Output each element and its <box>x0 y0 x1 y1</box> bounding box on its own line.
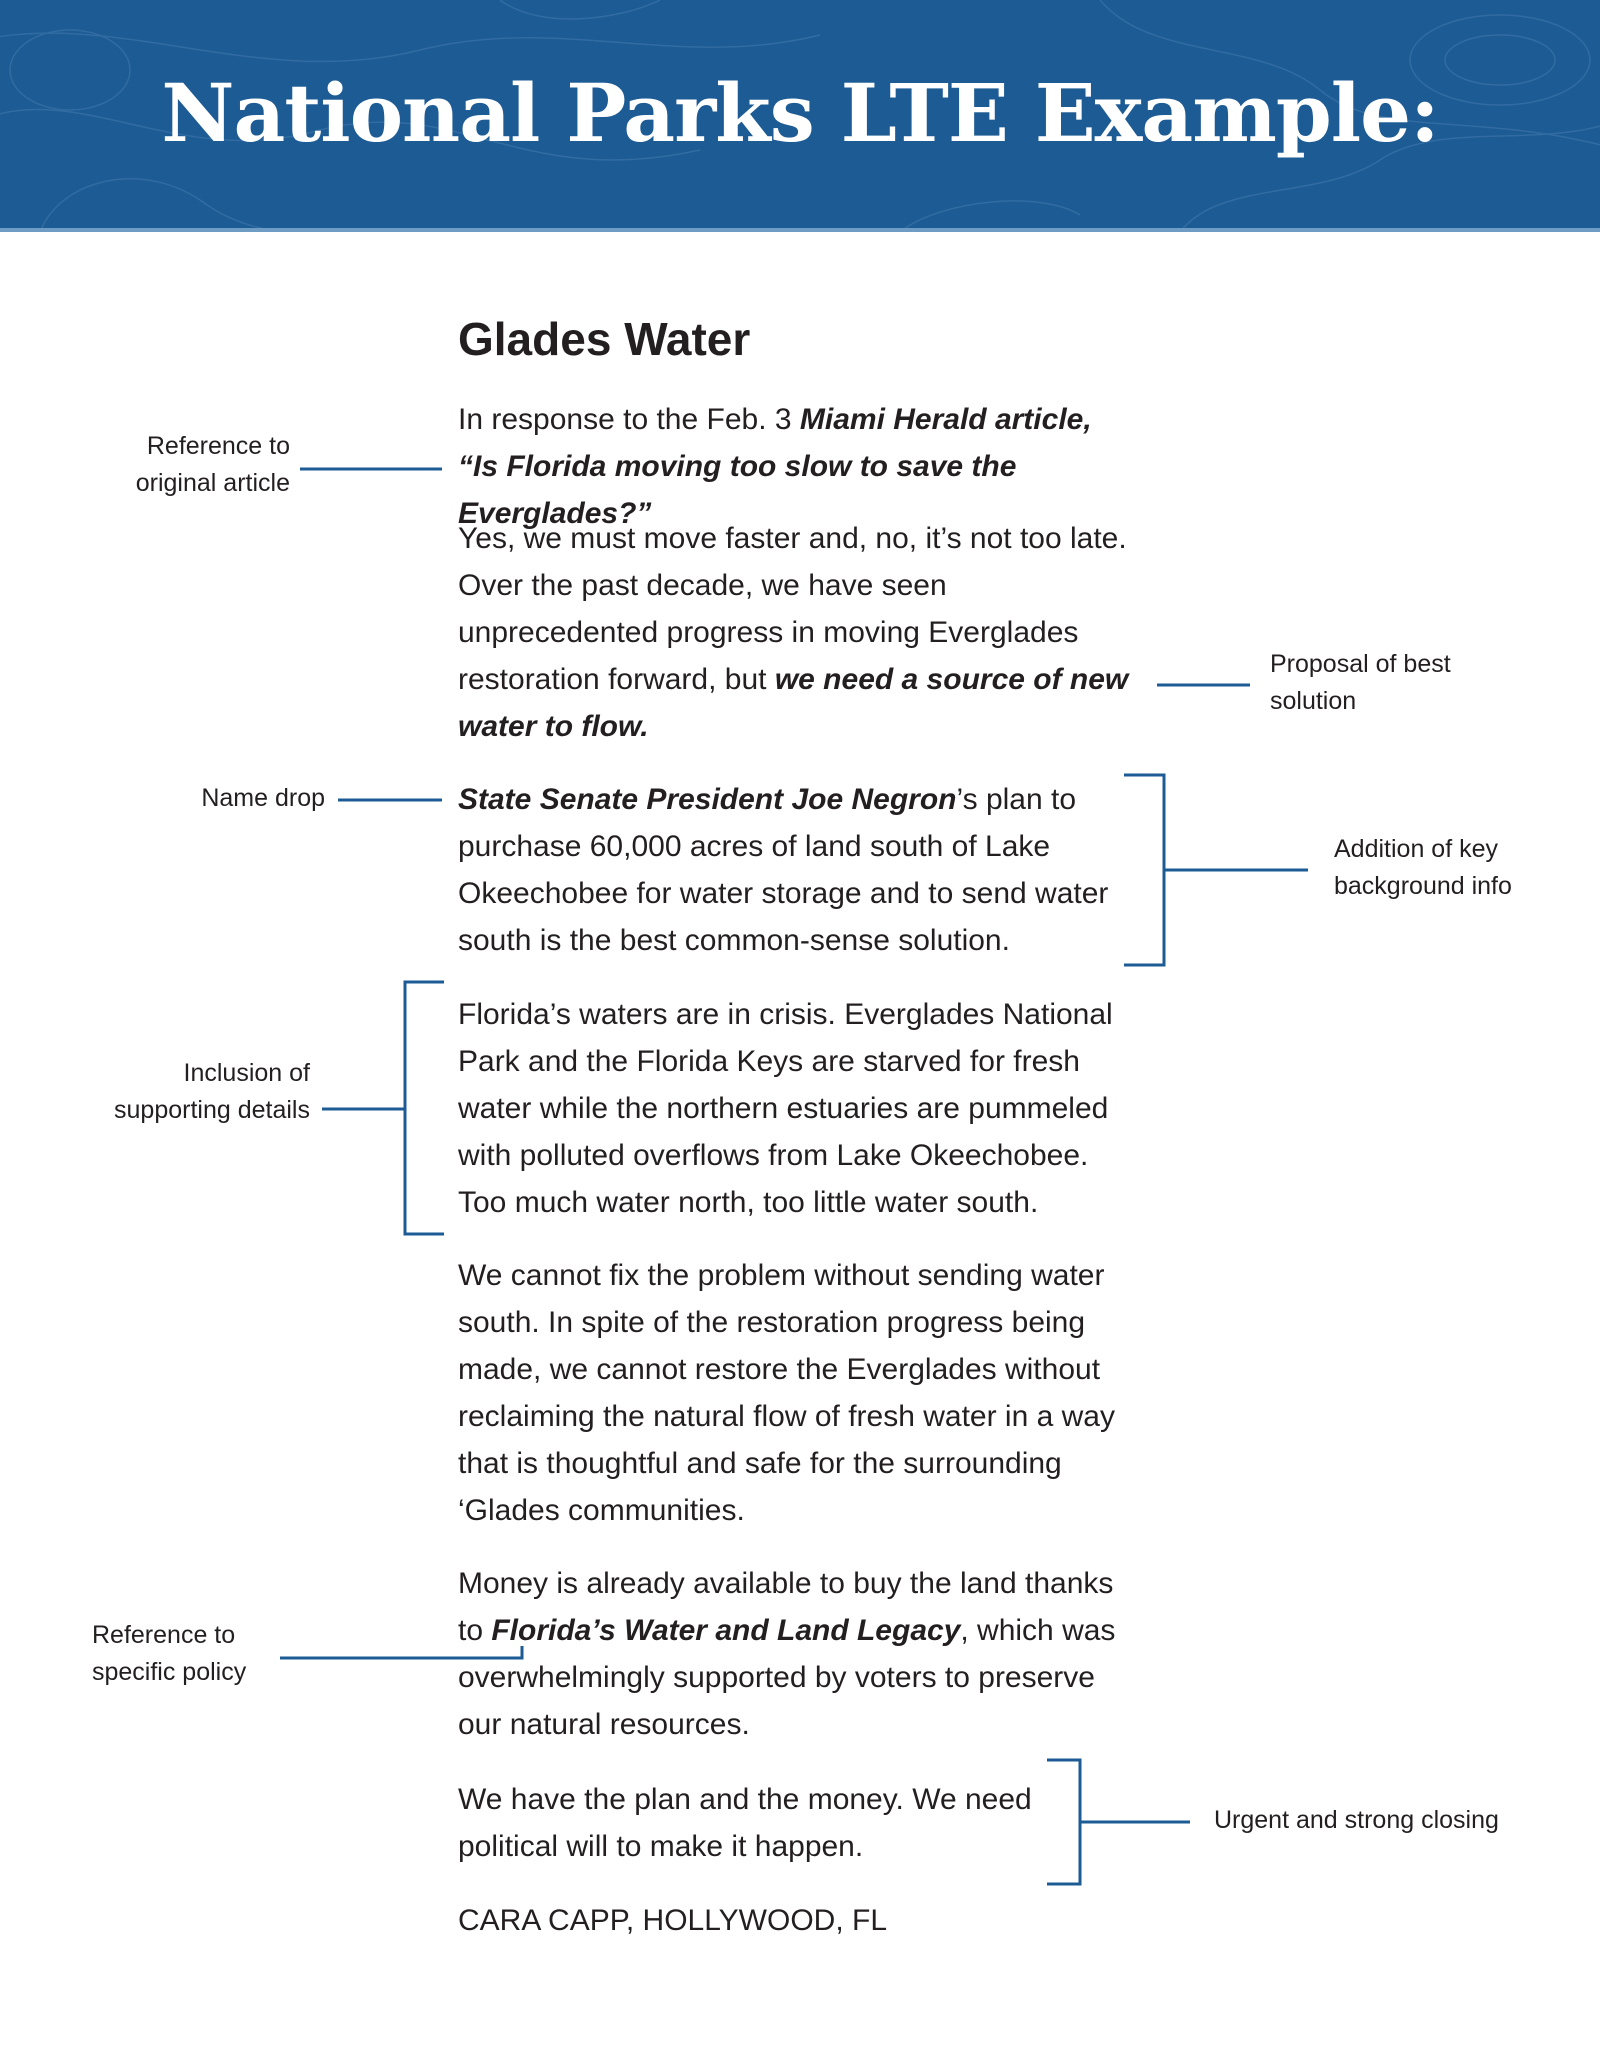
text-segment: We have the plan and the money. We need political will to make it happen. <box>458 1783 1032 1863</box>
bracket-closing <box>1047 1760 1080 1884</box>
annotation-background-info: Addition of key background info <box>1334 835 1512 900</box>
text-segment: We cannot fix the problem without sending water south. In spite of the restoration progress being made, we cannot restore the Everglades without reclaiming the natural flow of fresh water in a way that is thoughtful and safe for the surrounding ‘Glades communities. <box>458 1259 1115 1527</box>
annotation-reference-original: Reference to original article <box>135 432 290 497</box>
bracket-supporting-details <box>405 982 444 1234</box>
bracket-background-info <box>1124 775 1164 965</box>
text-segment: Yes, we must move faster and, no, it’s not too late. Over the past decade, we have seen unprecedented progress in moving Everglades restoration forward, but <box>458 522 1127 696</box>
emphasized-text: Miami Herald article, “Is Florida moving too slow to save the Everglades?” <box>458 403 1092 530</box>
article-title: Glades Water <box>458 313 751 365</box>
emphasized-text: State Senate President Joe Negron <box>458 783 957 816</box>
text-segment: Florida’s waters are in crisis. Everglades National Park and the Florida Keys are starved for fresh water while the northern estuaries are pummeled with polluted overflows from Lake Okeechobee. Too much water north, too little water south. <box>458 998 1113 1219</box>
text-segment: , which was overwhelmingly supported by voters to preserve our natural resources. <box>458 1614 1116 1741</box>
annotation-name-drop: Name drop <box>201 784 325 812</box>
connector-specific-policy <box>280 1646 522 1658</box>
annotation-supporting-details: Inclusion of supporting details <box>114 1059 310 1124</box>
signature: CARA CAPP, HOLLYWOOD, FL <box>458 1904 888 1937</box>
page-title: National Parks LTE Example: <box>161 66 1439 160</box>
text-segment: In response to the Feb. 3 <box>458 403 800 436</box>
annotation-proposal: Proposal of best solution <box>1270 650 1451 715</box>
text-segment: ’s plan to purchase 60,000 acres of land south of Lake Okeechobee for water storage and to send water south is the best common-sense solution. <box>458 783 1109 957</box>
emphasized-text: we need a source of new water to flow. <box>458 663 1129 743</box>
annotation-specific-policy: Reference to specific policy <box>92 1621 247 1686</box>
annotation-closing: Urgent and strong closing <box>1214 1806 1499 1834</box>
emphasized-text: Florida’s Water and Land Legacy <box>491 1614 961 1647</box>
text-segment: Money is already available to buy the land thanks to <box>458 1567 1114 1647</box>
